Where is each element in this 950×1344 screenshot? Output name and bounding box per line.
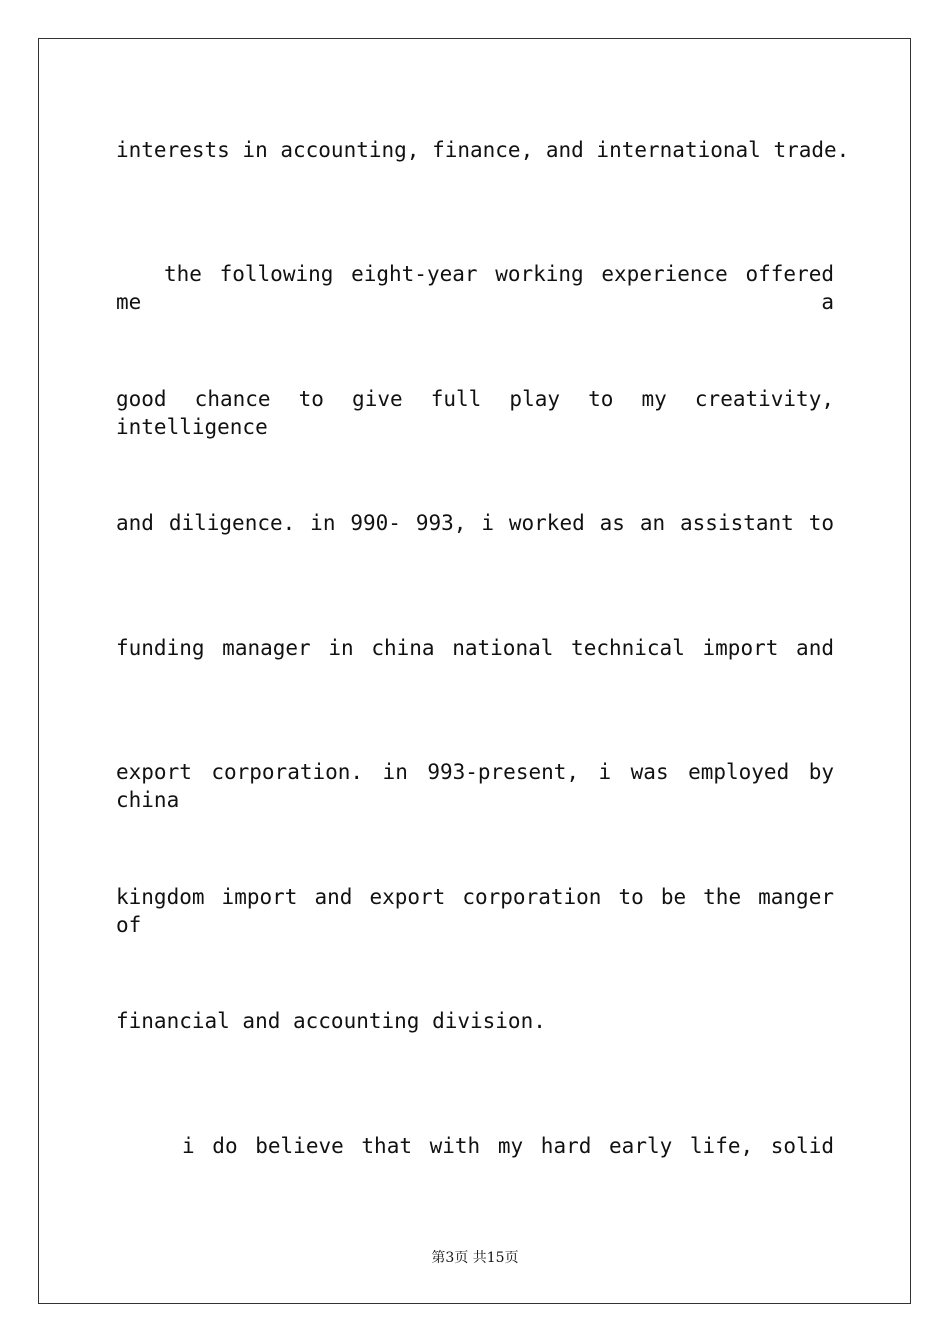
- text-line-5: funding manager in china national technical import and: [116, 636, 834, 660]
- text-line-3: good chance to give full play to my creativity, intelligence: [116, 387, 834, 439]
- text-line-7: kingdom import and export corporation to be the manger of: [116, 885, 834, 937]
- page-border: [38, 38, 911, 1304]
- text-line-2-content: the following eight-year working experience offered me a: [116, 262, 834, 314]
- page-number-footer: 第3页 共15页: [431, 1250, 519, 1266]
- text-line-8: financial and accounting division.: [116, 1009, 546, 1033]
- text-line-2: [116, 260, 834, 316]
- text-line-4: and diligence. in 990- 993, i worked as an assistant to: [116, 511, 834, 535]
- text-line-6: export corporation. in 993-present, i was employed by china: [116, 760, 834, 812]
- text-line-9: i do believe that with my hard early life, solid: [182, 1134, 834, 1158]
- text-line-1: interests in accounting, finance, and international trade.: [116, 138, 850, 162]
